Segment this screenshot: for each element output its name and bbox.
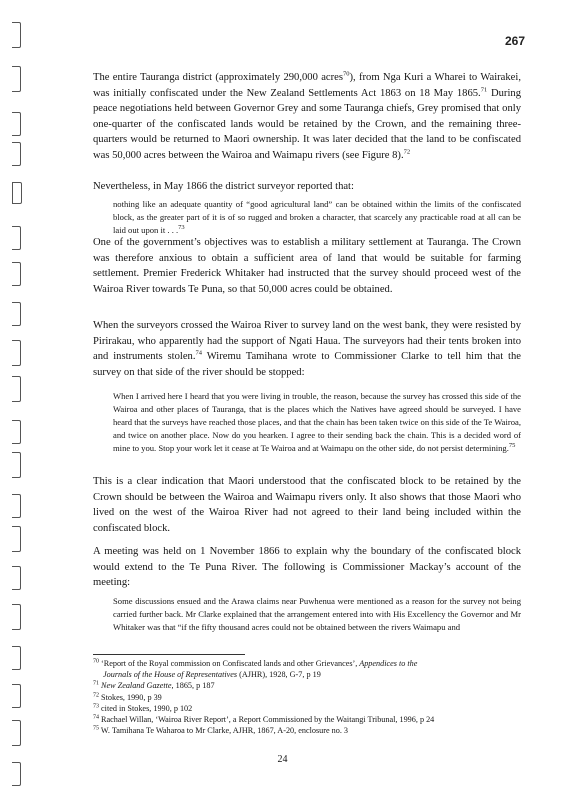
paragraph-maori-understanding: This is a clear indication that Maori understood that the confiscated block to be retained by the Crown should be between the Wairoa and Waimapu rivers only. It also shows that those Maori who lived on the west of the Wairoa River had not agreed to their land being included within the confiscated block.: [93, 476, 521, 534]
paragraph-confiscation: The entire Tauranga district (approximately 290,000 acres$^{70}$), from Nga Kuri a Wharei to Wairakei, was initially confiscated under the New Zealand Settlements Act 1863 on 18 May 1865.71 During peace negotiations held between Governor Grey and some Tauranga chiefs, Grey promised that only one-quarter of the confiscated lands would be retained by the Crown, and the remaining three-quarters would be returned to Maori ownership. It was later decided that the land to be confiscated was 50,000 acres between the Wairoa and Waimapu rivers (see Figure 8).$^{72}$: [93, 70, 521, 161]
quote-surveyor: nothing like an adequate quantity of “good agricultural land” can be obtained within the limits of the confiscated block, as the greater part of it is of so rugged and broken a character, that scarcely any practicable road at all can be laid out upon it . . .$^{73}$: [113, 199, 521, 235]
footnote-rule: [93, 654, 245, 655]
paragraph-military-settlement: One of the government’s objectives was to establish a military settlement at Tauranga. The Crown was therefore anxious to obtain a sufficient area of land that would be suitable for farming settlement. Premier Frederick Whitaker had instructed that the survey should proceed west of the Wairoa River towards Te Puna, so that 50,000 acres could be obtained.: [93, 237, 521, 295]
footnote-line: $^{71}$ New Zealand Gazette, 1865, p 187: [93, 680, 215, 691]
paragraph-surveyors-resisted: When the surveyors crossed the Wairoa River to survey land on the west bank, they were resisted by Pirirakau, who apparently had the support of Ngati Haua. The surveyors had their tents broken into and instruments stolen.$^{74}$ Wiremu Tamihana wrote to Commissioner Clarke to tell him that the survey on that side of the river should be stopped:: [93, 320, 521, 378]
footnote-line: $^{70}$ ‘Report of the Royal commission on Confiscated lands and other Grievances’, Appendices to the: [93, 658, 418, 668]
paragraph-surveyor-report: Nevertheless, in May 1866 the district surveyor reported that:: [93, 181, 354, 192]
footnote-line: $^{73}$ cited in Stokes, 1990, p 102: [93, 703, 193, 713]
quote-tamihana: When I arrived here I heard that you were living in trouble, the reason, because the survey has crossed this side of the Wairoa and other places of Tauranga, that is the places which the Natives have agreed should be surveyed. I have heard that the surveys have reached those places, and that the chain has been taken twice on this side of the Te Wairoa, and twice on another place. Now do you hearken. I agree to their sending back the chain. This is a decided word of mine to you. Stop your work let it cease at Te Wairoa and at Waimapu on the other side, do not persist determining.$^{75}$: [113, 391, 521, 453]
footnote-line: $^{74}$ Rachael Willan, ‘Wairoa River Report’, a Report Commissioned by the Waitangi Tribunal, 1996, p 24: [93, 714, 435, 725]
footnote-line: $^{75}$ W. Tamihana Te Waharoa to Mr Clarke, AJHR, 1867, A-20, enclosure no. 3: [93, 725, 349, 736]
binding-holes: [0, 0, 34, 800]
quote-mackay: Some discussions ensued and the Arawa claims near Puwhenua were mentioned as a reason for the survey not being carried further back. Mr Clarke explained that the arrangement entered into with His Excellency the Governor and Mr Whitaker was that “if the fifty thousand acres could not be obtained between the rivers Waimapu and: [113, 596, 521, 632]
footnote-line: $^{72}$ Stokes, 1990, p 39: [93, 691, 162, 702]
paragraph-meeting: A meeting was held on 1 November 1866 to explain why the boundary of the confiscated block would extend to the Te Puna River. The following is Commissioner Mackay’s account of the meeting:: [93, 546, 521, 588]
footer-page-number: 24: [277, 754, 288, 765]
footnote-line: Journals of the House of Representatives (AJHR), 1928, G-7, p 19: [103, 670, 321, 680]
footnotes: [93, 654, 523, 736]
header-page-number: 267: [504, 34, 525, 48]
